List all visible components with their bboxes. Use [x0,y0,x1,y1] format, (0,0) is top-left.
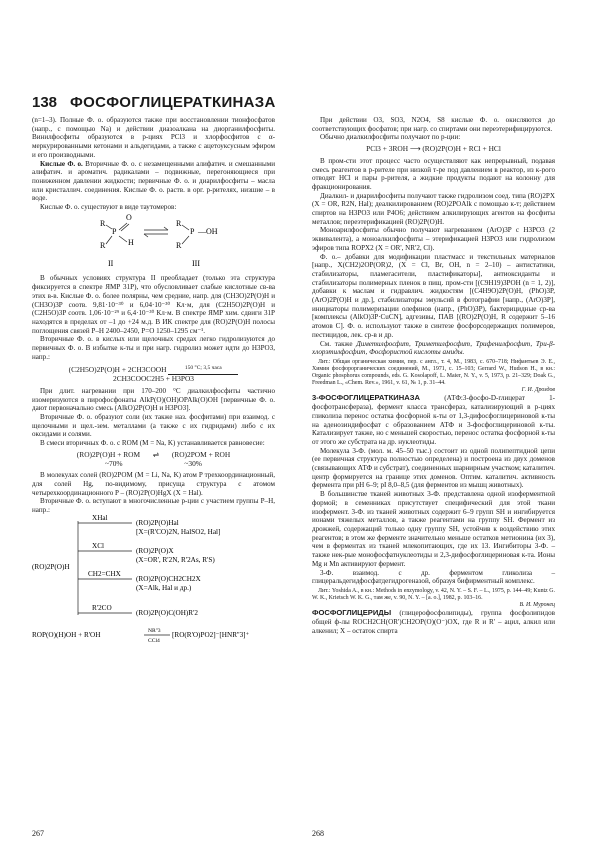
scheme-reagent: XHal [92,514,108,522]
paragraph: В молекулах солей (RO)2POM (M = Li, Na, K) атом P трехкоординационный, для солей Hg, по-видимому, присуща структура с атомом четырехкоординационного P – (RO)2P(O)HgX (X = Hal). [32,471,275,497]
scheme-product: (RO)2P(O)X [136,546,174,555]
equation-left: (C2H5O)2P(O)H + 2CH3COOH [68,365,167,375]
reference-text: Лит.: Общая органическая химия, пер. с англ., т. 4, М., 1983, с. 670–718; Нифантьев Э. Е., Химия фосфорорганических соединений, М., 1971, с. 15–103; Gerrard W., Hudson H., в кн.: Organic phosphorus compounds, eds. G. Kosolapoff, L. Maier, N. Y., v. 5, 1973, p. 21–329; Doak G., Freedman L., «Chem. Rev.», 1961, v. 61, № 1, p. 31–44. [312,358,555,387]
author-signature: В. И. Муронец [519,602,555,609]
scheme-product-note: (X=OR', R'2N, R'2As, R'S) [136,555,215,564]
svg-text:P: P [112,226,117,236]
paragraph: При длит. нагревании при 170–200 °C диалкилфосфиты частично изомеризуются в пирофосфонаты AlkP(O)(OH)OPAlk(O)OH [первичные Ф. о. дают первоначально смесь (AlkO)2P(O)H и H3PO3]. [32,386,275,413]
equilibrium-percent-right: ~30% [184,458,202,468]
see-also-links: Диметилфосфит, Триметилфосфит, Трифенилфосфит, Три-β-хлорэтилфосфит, Фосфористой кислоты амиды. [312,339,555,357]
paragraph: Вторичные Ф. о. в кислых или щелочных средах легко гидролизуются до первичных Ф. о. В избытке к-ты и при нагр. гидролиз может идти до H3PO3, напр.: [32,335,275,361]
paragraph [32,160,275,204]
equation-equilibrium: (RO)2P(O)H + ROM ⇌ (RO)2POM + ROH ~70% ~30% [76,449,231,468]
page-number: 138 [32,94,58,111]
paragraph: (n=1–3). Полные Ф. о. образуются также при восстановлении тионфосфатов (напр., с помощью Na) и действии диазоалкана на диорганилфосфиты. Винилфосфиты образуются в р-циях PCl3 и хлорфосфитов с α-меркурированными кетонами и альдегидами, а также с ацетоуксусным эфиром и его производными. [32,116,275,159]
svg-text:—OH: —OH [198,226,218,236]
reaction-scheme [32,515,275,643]
equation-synthesis: PCl3 + 3ROH ⟶ (RO)2P(O)H + RCl + HCl [366,144,501,154]
paragraph: В обычных условиях структура II преобладает (только эта структура фиксируется в спектре ЯМР 31P), что обусловливает слабые кислотные св-ва этих в-в. Кислые Ф. о. более полярны, чем средние, напр. для (CH3O)2P(O)H и (CH3O)3P соотв. 9,81·10⁻³⁰ и 6,04·10⁻³⁰ Кл·м, для (C2H5O)2P(O)H и (C2H5O)3P соотв. 1,06·10⁻²⁹ и 6,4·10⁻³⁰ Кл·м. В спектре ЯМР хим. сдвиги 31P находятся в пределах от –1 до +24 м.д. В ИК спектре для (RO)2P(O)H полосы поглощения связей P–H 2400–2450, P=O 1250–1295 см⁻¹. [32,274,275,335]
references [312,359,555,394]
paragraph-text: (АТФ:3-фосфо-D-глицерат 1-фосфотрансфераза), фермент класса трансфераз, катализирующий в р-циях гликолиза перенос остатка фосфорной к-ты от 1,3-дифосфоглицериновой к-ты на аденозиндифосфат с образованием АТФ и 3-фосфоглицериновой к-ты. Катализирует также, но с меньшей скоростью, перенос остатка фосфорной к-ты от этого же субстрата на др. нуклеотиды. [312,394,555,446]
paragraph: Вторичные Ф. о. вступают в многочисленные р-ции с участием группы P–H, напр.: [32,497,275,515]
equation-hydrolysis [32,364,275,383]
scheme-product-note: (X=Alk, Hal и др.) [136,583,192,592]
paragraph: Обычно диалкилфосфиты получают по р-ции: [320,133,461,142]
scheme-condition: NR''3 [148,627,161,634]
reference-text: Лит.: Yoshida A., в кн.: Methods in enzymology, v. 42, N. Y. – S. F. – L., 1975, p. 144–49; Kuntz G. W. K., Krietsch W. K. G., там же, v. 90, N. Y. – [a. o.], 1982, p. 103–16. [312,587,555,602]
structure-label-II: II [108,258,114,268]
paragraph: 3-Ф. взаимод. с др. ферментом гликолиза – глицеральдегидфосфатдегидрогеназой, образуя бифирментный комплекс. [312,568,555,586]
paragraph-text: Вторичные Ф. о. с незамещенными алифатич. и смешанными алифатич. и ароматич. радикалами – подвижные, перегоняющиеся при пониженном давлении жидкости; первичные Ф. о. и диарилфосфиты – масла или кристаллич. соединения. Кислые Ф. о. раств. в орг. р-рителях, низшие – в воде. [32,159,276,203]
paragraph: Молекула 3-Ф. (мол. м. 45–50 тыс.) состоит из одной полипептидной цепи (ее первичная структура полностью определена) и построена из двух доменов (связывающих АТФ и субстрат), соединенных шарнирным участком; каталитич. центр формируется на границе этих доменов. Оптим. каталитич. активность фермента при pH 6–9; pI 8,0–8,5 (для ферментов из мышц животных). [312,446,555,490]
scheme-reagent: R'2CO [92,603,112,612]
scheme-product: (RO)2P(O)CH2CH2X [136,574,201,583]
paragraph: При действии O3, SO3, N2O4, S8 кислые Ф. о. окисляются до соответствующих фосфатов; при нагр. со спиртами они переэтерифицируются. [312,116,555,133]
paragraph-text: (глицерофосфолипиды), группа фосфолипидов общей ф-лы ROCH2CH(OR')CH2OP(O)(O⁻)OX, где R и R' – ацил, алкил или алкенил; X – остаток спирта [312,609,555,635]
paragraph [312,609,555,635]
svg-text:H: H [128,237,134,247]
paragraph [312,394,555,446]
footer-page-right: 268 [312,829,324,838]
author-signature: Г. И. Дроздов [521,387,555,394]
scheme-product: (RO)2P(O)Hal [136,518,179,527]
running-head: ФОСФОГЛИЦЕРАТКИНАЗА [70,94,276,111]
paragraph: В пром-сти этот процесс часто осуществляют как непрерывный, подавая смесь реагентов в р-рителе при низкой т-ре под давлением в реактор, из к-рого отводят HCl и пары р-рителя, а жидкие продукты подают на колонну для фракционирования. [312,156,555,191]
paragraph: В большинстве тканей животных 3-Ф. представлена одной изоферментной формой; в семенниках присутствует специфический для этой ткани изофермент. 3-Ф. из тканей животных содержит 6–9 групп SH и ингибируется ионами тяжелых металлов, а также реагентами на группу SH. Фермент из дрожжей, содержащий только одну группу SH, устойчив к воздействию этих реагентов; в этом же ферменте значительно меньше остатков метионина (их 3), чем в ферментах из тканей млекопитающих, где их 13. Ингибиторы 3-Ф. – также нек-рые монофосфатнуклеотиды и 2,3-дифосфоглицериновая к-та. Ионы Mg и Mn активируют фермент. [312,490,555,568]
see-also-lead: См. также [320,339,357,348]
paragraph [312,340,555,357]
subheading: Кислые Ф. о. [40,159,83,168]
svg-text:R: R [176,218,182,228]
entry-title: ФОСФОГЛИЦЕРИДЫ [312,608,392,618]
svg-text:O: O [126,212,132,222]
scheme-start: (RO)2P(O)H [32,562,70,571]
equation-right: (RO)2POM + ROH [171,449,231,459]
equilibrium-percent-left: ~70% [105,458,123,468]
svg-text:R: R [100,218,106,228]
svg-text:P: P [190,226,195,236]
left-column [32,116,275,645]
page-header [32,94,572,114]
paragraph: Ф. о.– добавки для модификации пластмасс и текстильных материалов [напр., X(CH2)2OP(OR)2, (X = Cl, Br, OH, n = 2–10) – антистатики, стабилизаторы, пламегасители, пластификаторы], антиоксиданты и стабилизаторы полимерных пленок в пищ. пром-сти [(C9H19)3POH (n = 1, 2)], добавки к маслам и гидравлич. жидкостям [(C4H9O)2P(O)H, (PhO)3P, (ArO)2P(O)H и др.], стабилизаторы эмульсий в фотографии [напр., (ArO)3P], инициаторы полимеризации олефинов (напр., (PhO)3P), бактерицидные ср-ва [комплексы (AlkO)3P·CuCN], адгезивы, ПАВ [(RO)2P(O)H, R содержит 5–16 атомов C]. Ф. о. используют также в синтезе фосфорсодержащих полимеров, пестицидов, лек. ср-в и др. [312,252,555,339]
scheme-product-note: [X=(R'CO)2N, HalSO2, Hal] [136,527,221,536]
svg-text:R: R [176,240,182,250]
paragraph: Моноарилфосфиты обычно получают нагреванием (ArO)3P с H3PO3 (2 эквивалента), а моноалкилфосфиты – этерификацией H3PO3 или гидролизом эфиров типа ROPX2 (X = OR', NR'2, Cl). [312,226,555,252]
structure-label-III: III [192,258,200,268]
scheme-reactant: ROP(O)(H)OH + R'OH [32,630,101,639]
equation-right: 2CH3COOC2H5 + H3PO3 [113,374,194,384]
scheme-product: (RO)2P(O)C(OH)R'2 [136,608,198,617]
paragraph: Вторичные Ф. о. образуют соли (их также наз. фосфитами) при взаимод. с щелочными и щел.-зем. металлами (а также с их гидридами) либо с их оксидами и солями. [32,412,275,439]
scheme-reagent: XCl [92,541,104,550]
entry-title: 3-ФОСФОГЛИЦЕРАТКИНАЗА [312,393,420,403]
paragraph: В смеси вторичных Ф. о. с ROM (M = Na, K) устанавливается равновесие: [40,439,265,448]
right-column [312,116,555,635]
scheme-condition: CCl4 [148,637,160,643]
svg-text:R: R [100,240,106,250]
scheme-reagent: CH2=CHX [88,569,121,578]
equation-left: (RO)2P(O)H + ROM [76,449,141,459]
tautomer-diagram [32,212,275,272]
paragraph: Диалкил- и диарилфосфиты получают также гидролизом соед. типа (RO)2PX (X = OR, R2N, Hal); деалкилированием (RO)2POAlk с помощью к-т; действием спиртов на H3PO3 или P4O6; действием алкилирующих агентов на фосфиты металлов; переэтерификацией (RO)2P(O)H. [312,191,555,226]
paragraph: Кислые Ф. о. существуют в виде таутомеров: [40,203,177,212]
footer-page-left: 267 [32,829,44,838]
scheme-product: [RO(R'O)PO2]⁻[HNR''3]⁺ [172,630,250,639]
reaction-condition: 150 °C; 3,5 часа [184,365,222,372]
references [312,588,555,609]
